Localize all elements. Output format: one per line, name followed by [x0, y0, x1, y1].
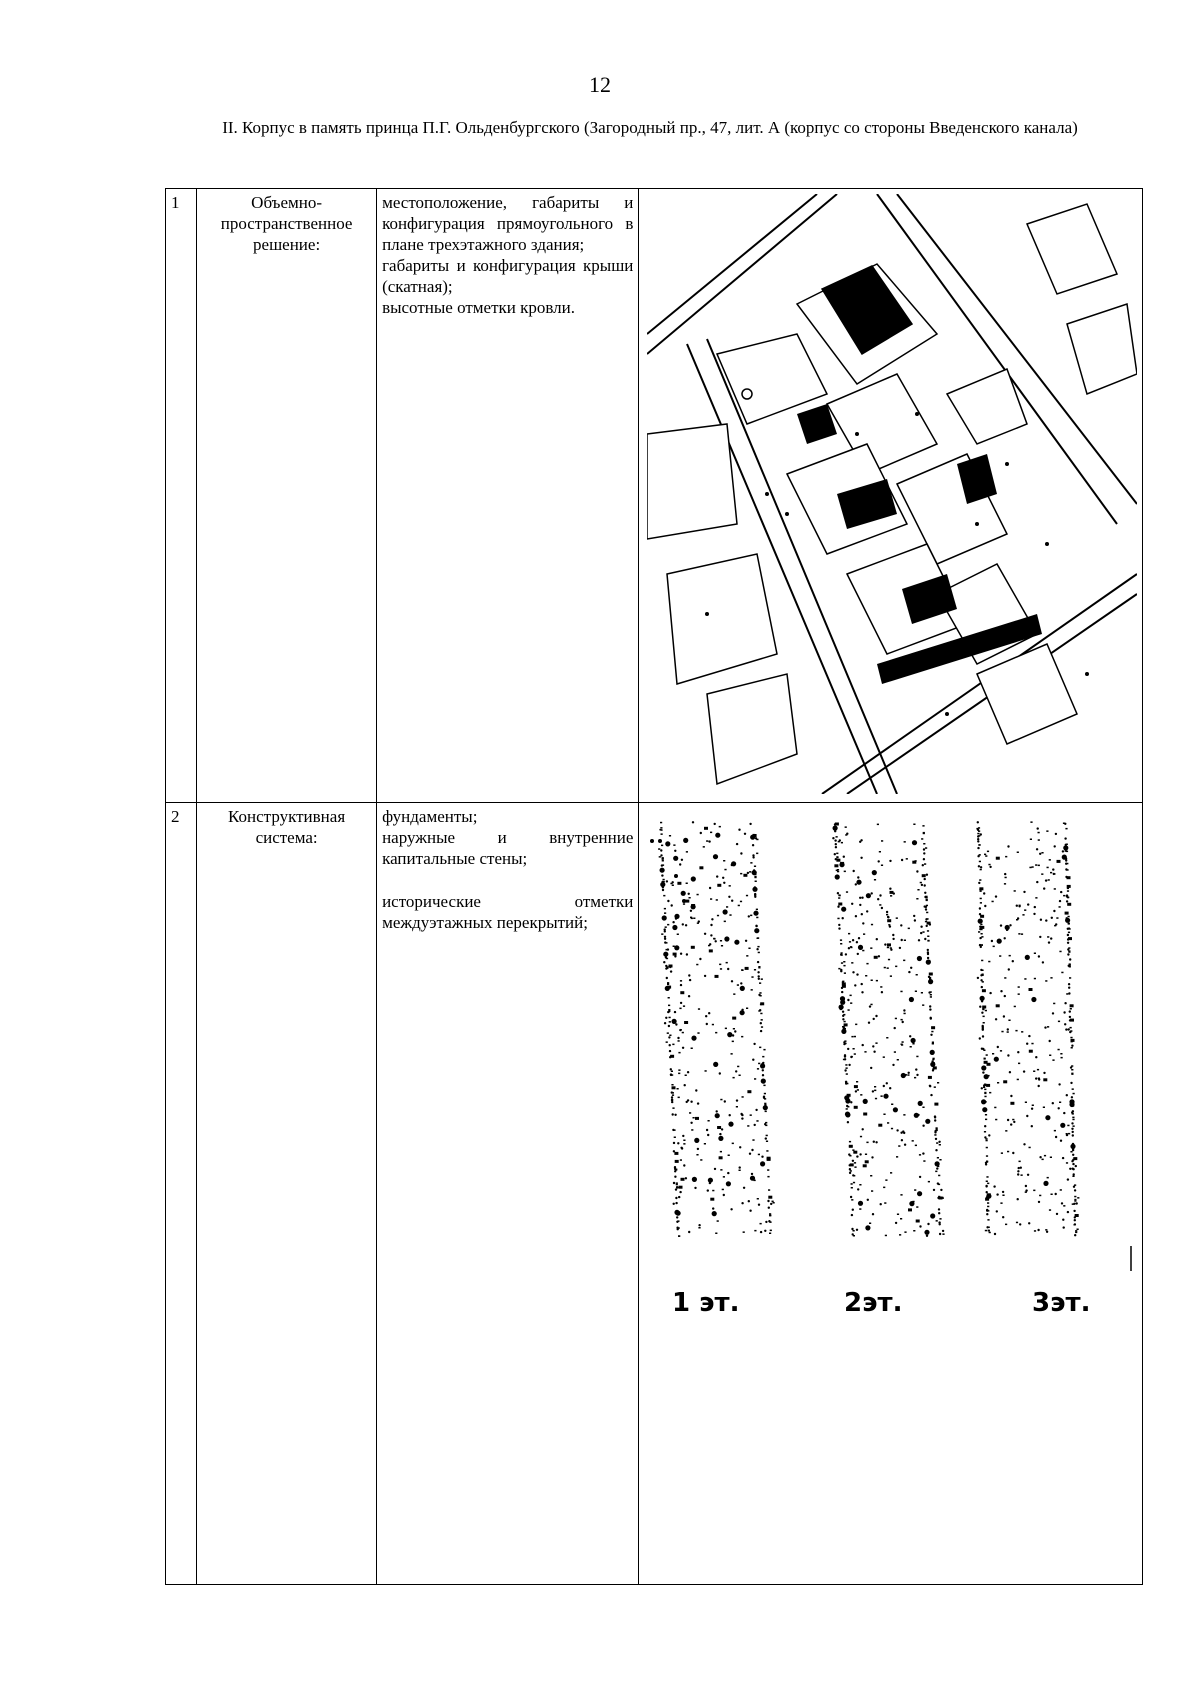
row-description: [377, 803, 639, 1585]
floor-plans-drawing: [644, 806, 1134, 1576]
section-title: II. Корпус в память принца П.Г. Ольденбургского (Загородный пр., 47, лит. А (корпус со стороны Введенского канала): [222, 118, 1078, 137]
floor-plan-strips: [650, 821, 1079, 1237]
desc-line: местоположение, габариты и конфигурация прямоугольного в плане трехэтажного здания;: [382, 193, 634, 254]
page-number: 12: [589, 72, 611, 97]
floor-label-3: 3эт.: [1032, 1288, 1091, 1318]
site-map-cell: [639, 189, 1143, 803]
desc-line: исторические отметки междуэтажных перекрытий;: [382, 892, 634, 932]
row-name: Объемно-пространственное решение:: [197, 189, 377, 803]
desc-line: высотные отметки кровли.: [382, 298, 576, 317]
floor-plans-cell: [639, 803, 1143, 1585]
row-description: [377, 189, 639, 803]
floor-label-1: 1 эт.: [672, 1288, 740, 1318]
table-row: [166, 803, 1143, 1585]
row-number: 2: [166, 803, 197, 1585]
desc-line: габариты и конфигурация крыши (скатная);: [382, 256, 634, 296]
row-number: 1: [166, 189, 197, 803]
site-plan-map: [647, 194, 1137, 794]
floor-label-2: 2эт.: [844, 1288, 903, 1318]
specification-table: [165, 188, 1143, 1585]
desc-line: фундаменты;: [382, 807, 478, 826]
row-name: Конструктивная система:: [197, 803, 377, 1585]
table-row: [166, 189, 1143, 803]
desc-line: наружные и внутренние капитальные стены;: [382, 828, 634, 868]
